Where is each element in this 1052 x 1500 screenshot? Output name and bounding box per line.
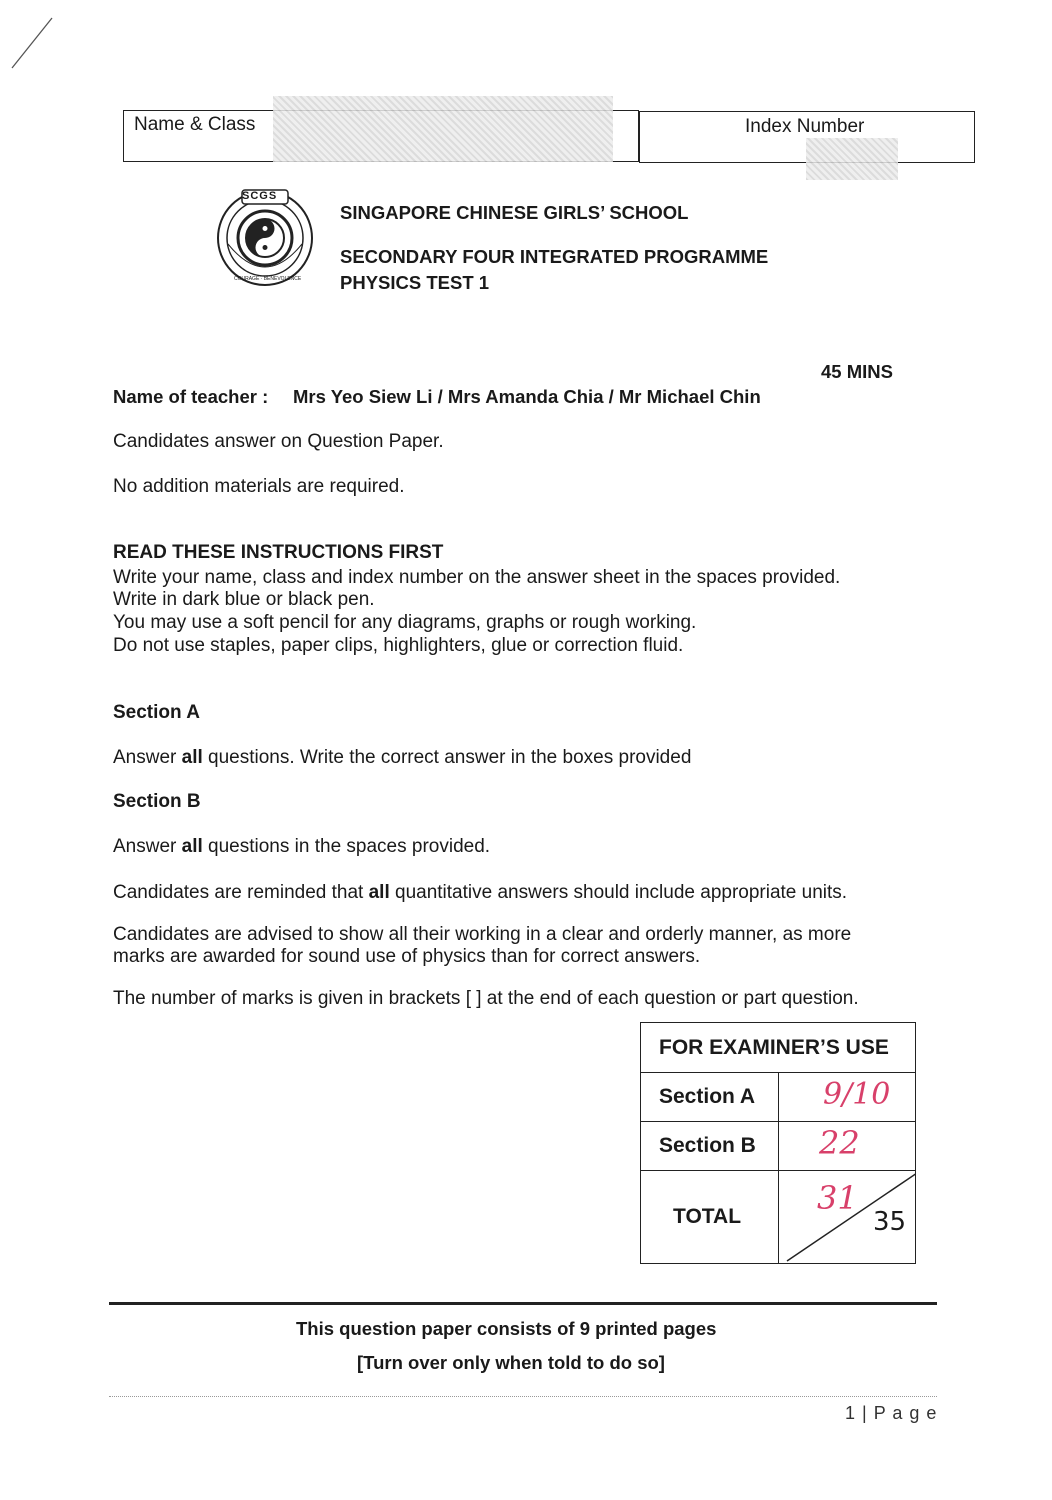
pencil-stroke-mark	[4, 14, 56, 74]
materials-note: No addition materials are required.	[113, 476, 405, 497]
table-row	[641, 1072, 915, 1122]
name-class-label: Name & Class	[134, 114, 256, 135]
name-class-field	[273, 110, 639, 162]
redacted-index	[806, 138, 898, 180]
total-max: 35	[873, 1207, 907, 1237]
instruction-line: You may use a soft pencil for any diagrams, graphs or rough working.	[113, 612, 697, 633]
instructions-heading: READ THESE INSTRUCTIONS FIRST	[113, 542, 444, 563]
text: Answer	[113, 836, 182, 857]
logo-text: SCGS	[242, 190, 278, 202]
handwritten-score: 9/10	[823, 1077, 891, 1112]
turn-over-note: [Turn over only when told to do so]	[357, 1352, 665, 1373]
text: questions in the spaces provided.	[202, 836, 491, 857]
total-label: TOTAL	[673, 1205, 742, 1228]
answer-on-paper-note: Candidates answer on Question Paper.	[113, 431, 444, 452]
units-reminder	[113, 882, 847, 904]
duration: 45 MINS	[821, 361, 893, 382]
handwritten-total: 31	[817, 1179, 858, 1217]
teacher-label: Name of teacher :	[113, 386, 269, 407]
working-reminder-line2: marks are awarded for sound use of physics than for correct answers.	[113, 946, 701, 967]
text: questions. Write the correct answer in the boxes provided	[202, 747, 692, 768]
index-number-label: Index Number	[745, 116, 865, 137]
handwritten-score: 22	[819, 1124, 860, 1162]
section-b-instruction	[113, 836, 490, 858]
row-label: Section A	[659, 1085, 756, 1108]
text: Candidates are reminded that	[113, 882, 369, 903]
text: quantitative answers should include appropriate units.	[389, 882, 848, 903]
table-row	[641, 1121, 915, 1171]
page-footer-line	[109, 1396, 937, 1397]
instruction-line: Write in dark blue or black pen.	[113, 589, 375, 610]
school-name: SINGAPORE CHINESE GIRLS’ SCHOOL	[340, 202, 689, 223]
emphasis: all	[368, 882, 390, 903]
row-label: Section B	[659, 1134, 756, 1157]
emphasis: all	[181, 747, 203, 768]
pages-note: This question paper consists of 9 printed pages	[296, 1318, 717, 1339]
teacher-names: Mrs Yeo Siew Li / Mrs Amanda Chia / Mr Michael Chin	[293, 386, 761, 407]
instruction-line: Write your name, class and index number on the answer sheet in the spaces provided.	[113, 567, 841, 588]
logo-motto: COURAGE · BENEVOLENCE	[234, 276, 302, 282]
section-a-instruction	[113, 747, 691, 769]
marks-note: The number of marks is given in brackets [ ] at the end of each question or part question.	[113, 988, 859, 1009]
emphasis: all	[181, 836, 203, 857]
section-a-heading: Section A	[113, 702, 200, 723]
text: Answer	[113, 747, 182, 768]
programme-title: SECONDARY FOUR INTEGRATED PROGRAMME	[340, 246, 769, 267]
section-b-heading: Section B	[113, 791, 201, 812]
working-reminder-line1: Candidates are advised to show all their working in a clear and orderly manner, as more	[113, 924, 852, 945]
examiner-use-table	[640, 1022, 916, 1264]
redacted-name	[273, 96, 613, 162]
examiner-table-title: FOR EXAMINER’S USE	[659, 1036, 889, 1059]
instruction-line: Do not use staples, paper clips, highlighters, glue or correction fluid.	[113, 635, 684, 656]
test-title: PHYSICS TEST 1	[340, 272, 490, 293]
table-row-total	[641, 1170, 915, 1263]
footer-divider	[109, 1302, 937, 1305]
page-number: 1 | P a g e	[845, 1403, 938, 1423]
